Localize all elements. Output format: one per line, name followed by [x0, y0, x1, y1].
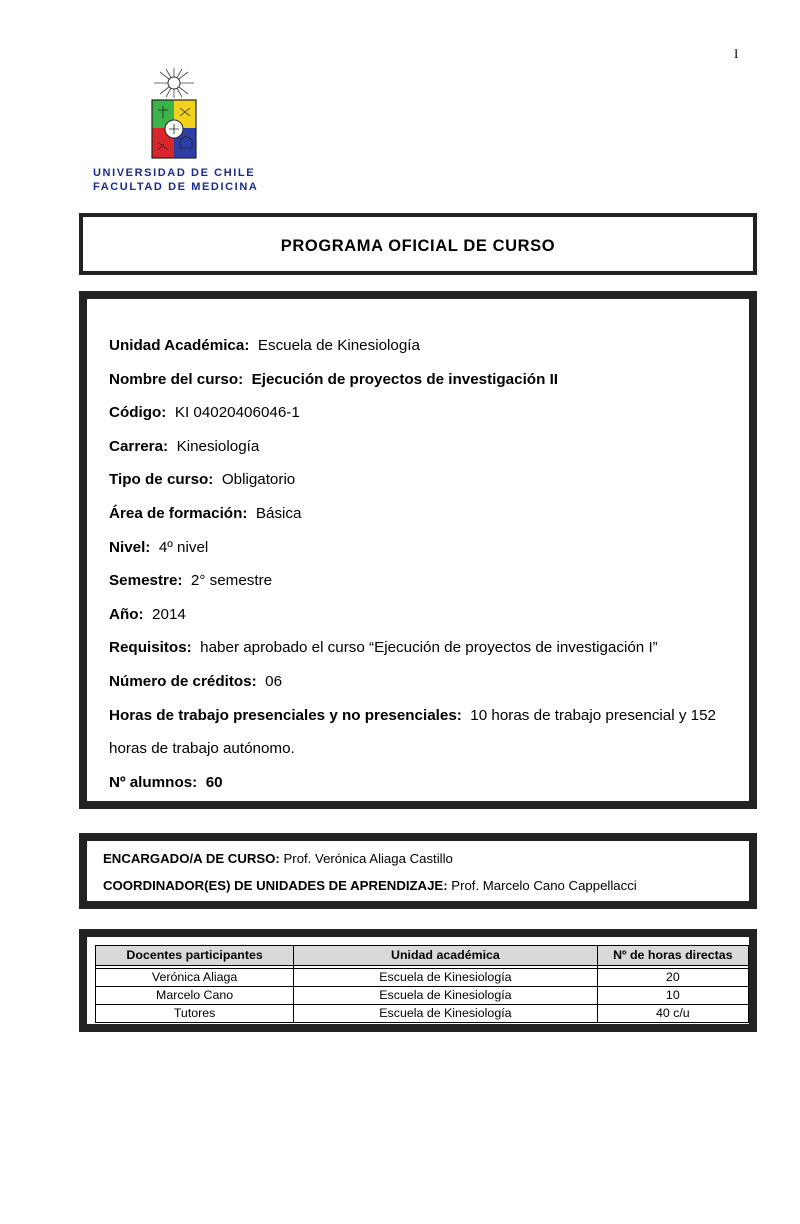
course-field-row: [109, 572, 272, 589]
course-field-value: 2° semestre: [190, 572, 273, 590]
table-cell: 20: [597, 969, 748, 987]
table-cell: 10: [597, 987, 748, 1005]
course-field-row: [109, 707, 716, 724]
column-header-horas: Nº de horas directas: [597, 946, 748, 966]
page-title: PROGRAMA OFICIAL DE CURSO: [280, 237, 556, 255]
course-field-row: [109, 774, 223, 791]
course-field-label: Horas de trabajo presenciales y no presenciales:: [109, 706, 462, 724]
course-field-value: horas de trabajo autónomo.: [109, 740, 295, 758]
university-crest-logo: [146, 66, 202, 162]
course-field-value: 2014: [152, 605, 186, 623]
table-cell: Marcelo Cano: [96, 987, 294, 1005]
course-field-label: Nombre del curso:: [109, 370, 244, 388]
course-field-value: 4º nivel: [158, 538, 209, 556]
course-field-row: [109, 505, 301, 522]
course-field-row: [109, 371, 558, 388]
course-field-value: KI 04020406046-1: [174, 404, 300, 422]
course-field-label: Código:: [109, 404, 167, 422]
course-field-label: Carrera:: [109, 437, 169, 455]
table-row: [96, 1005, 749, 1023]
course-field-value: Escuela de Kinesiología: [257, 337, 420, 354]
course-field-label: Semestre:: [109, 572, 183, 590]
table-cell: Escuela de Kinesiología: [294, 1005, 597, 1023]
institution-name: [93, 166, 258, 194]
table-row: [96, 987, 749, 1005]
teachers-table: [95, 945, 749, 1023]
course-field-row: [109, 639, 658, 656]
course-field-value: 06: [265, 673, 283, 690]
course-field-row: [109, 438, 259, 455]
table-cell: Verónica Aliaga: [96, 969, 294, 987]
encargado-value: Prof. Verónica Aliaga Castillo: [283, 851, 453, 866]
column-header-docentes: Docentes participantes: [96, 946, 294, 966]
table-cell: 40 c/u: [597, 1005, 748, 1023]
encargado-label: ENCARGADO/A DE CURSO:: [103, 851, 280, 866]
staff-box: [79, 833, 757, 909]
table-cell: Escuela de Kinesiología: [294, 969, 597, 987]
course-field-row: [109, 404, 300, 421]
course-field-value: Obligatorio: [221, 471, 296, 489]
course-field-label: Nº alumnos:: [109, 773, 198, 791]
course-field-label: Unidad Académica:: [109, 337, 250, 354]
coordinador-value: Prof. Marcelo Cano Cappellacci: [451, 878, 637, 893]
course-field-row: [109, 740, 295, 757]
course-field-value: 60: [205, 773, 223, 791]
course-field-row: [109, 673, 282, 690]
course-field-value: Ejecución de proyectos de investigación II: [251, 370, 559, 388]
course-field-label: Año:: [109, 605, 144, 623]
faculty-name: FACULTAD DE MEDICINA: [93, 181, 259, 193]
course-field-value: 10 horas de trabajo presencial y 152: [470, 706, 716, 724]
table-header-row: [96, 946, 749, 966]
page-number: I: [734, 46, 739, 61]
course-field-value: Básica: [255, 505, 302, 522]
encargado-row: [103, 851, 453, 866]
table-cell: Tutores: [96, 1005, 294, 1023]
title-box: [79, 213, 757, 275]
course-field-label: Nivel:: [109, 538, 151, 556]
course-field-value: Kinesiología: [176, 437, 260, 455]
table-cell: Escuela de Kinesiología: [294, 987, 597, 1005]
table-row: [96, 969, 749, 987]
course-field-row: [109, 606, 186, 623]
university-name: UNIVERSIDAD DE CHILE: [93, 167, 256, 179]
column-header-unidad: Unidad académica: [294, 946, 597, 966]
course-field-label: Requisitos:: [109, 639, 192, 657]
course-field-row: [109, 471, 295, 488]
course-field-row: [109, 337, 420, 354]
course-info-box: [79, 291, 757, 809]
teachers-table-box: [79, 929, 757, 1032]
course-field-value: haber aprobado el curso “Ejecución de proyectos de investigación I”: [200, 639, 658, 657]
course-field-row: [109, 539, 208, 556]
course-field-label: Tipo de curso:: [109, 471, 214, 489]
course-field-label: Área de formación:: [109, 505, 248, 522]
course-field-label: Número de créditos:: [109, 673, 257, 690]
coordinador-label: COORDINADOR(ES) DE UNIDADES DE APRENDIZAJE:: [103, 878, 448, 893]
coordinador-row: [103, 878, 637, 893]
